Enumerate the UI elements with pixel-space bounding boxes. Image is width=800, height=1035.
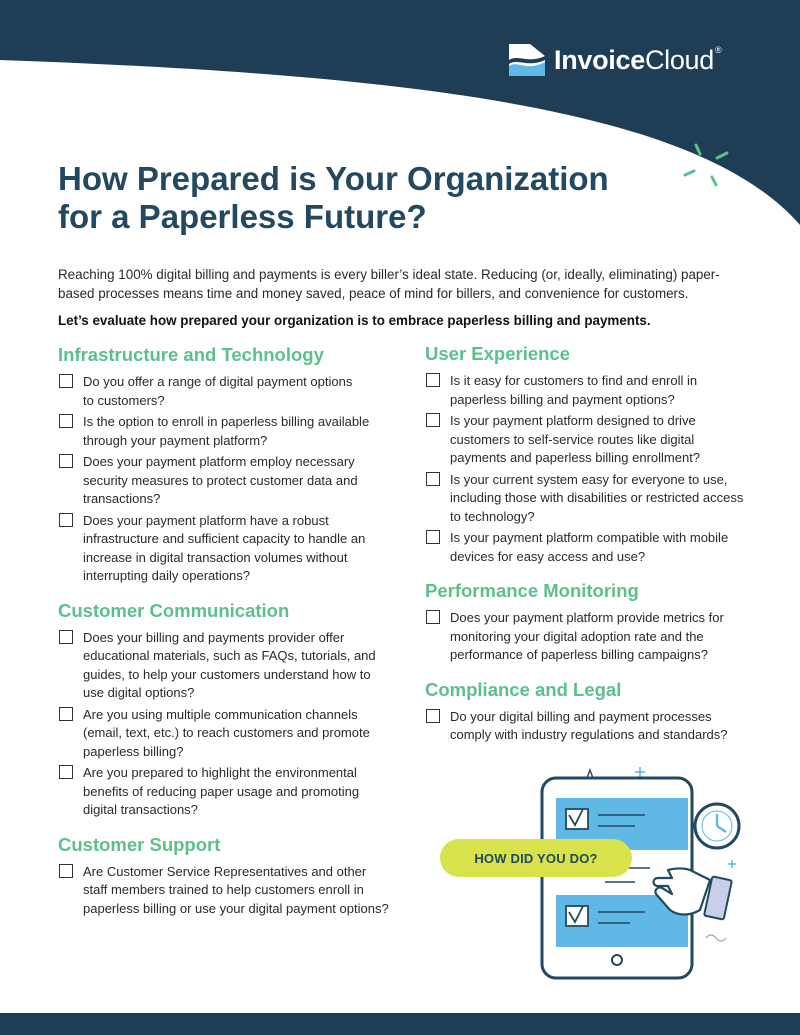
checkbox-icon[interactable] [426,413,440,427]
registered-mark: ® [714,44,722,55]
checklist-item [58,453,408,509]
checkbox-icon[interactable] [426,530,440,544]
checklist-item [58,373,408,410]
brand-name-bold: Invoice [554,44,645,75]
clock-icon [695,804,739,848]
sparkle-accent-icon [680,140,740,190]
checklist-item [58,629,408,703]
question-text: Is the option to enroll in paperless billing available through your payment platform? [83,414,370,448]
question-text: Does your billing and payments provider offer educational materials, such as FAQs, tutorials, and guides, to help your customers understand how to use digital options? [83,629,376,700]
lead-paragraph: Let’s evaluate how prepared your organization is to embrace paperless billing and payments. [58,313,651,328]
question-text: Do your digital billing and payment processes comply with industry regulations and standards? [450,708,728,742]
question-text: Does your payment platform employ necessary security measures to protect customer data and transactions? [83,454,358,506]
checklist-item [425,412,775,468]
how-did-you-do-badge [440,839,632,877]
checkbox-icon[interactable] [59,513,73,527]
cta-label: HOW DID YOU DO? [474,850,598,866]
checkbox-icon[interactable] [426,709,440,723]
question-text: Does your payment platform have a robust infrastructure and sufficient capacity to handle an increase in digital transaction volumes without interrupting daily operations? [83,512,366,583]
question-text: Is your current system easy for everyone to use, including those with disabilities or restricted access to technology? [450,471,744,524]
section-customer-support [58,834,408,919]
question-text: Does your payment platform provide metrics for monitoring your digital adoption rate and the performance of paperless billing campaigns? [450,610,724,662]
checkbox-icon[interactable] [59,707,73,721]
checkbox-icon[interactable] [59,630,73,644]
section-title: Infrastructure and Technology [58,344,324,365]
checklist-item [425,708,775,745]
invoicecloud-logo-icon [508,42,546,78]
brand-logo [508,42,721,78]
brand-name [554,45,721,76]
title-line-2: for a Paperless Future? [58,198,427,235]
section-title: Customer Support [58,833,221,855]
checklist-item [425,372,775,409]
title-line-1: How Prepared is Your Organization [58,160,609,197]
right-column [425,343,775,748]
question-text: Do you offer a range of digital payment options to customers? [83,374,353,408]
question-text: Are you prepared to highlight the environmental benefits of reducing paper usage and promoting digital transactions? [83,765,360,817]
checklist-item [58,764,408,820]
checkbox-icon[interactable] [426,373,440,387]
checkbox-icon[interactable] [426,472,440,486]
question-text: Is your payment platform designed to drive customers to self-service routes like digital payments and paperless billing enrollment? [450,413,701,465]
checklist-item [58,413,408,450]
checkbox-icon[interactable] [59,454,73,468]
section-compliance-legal [425,679,775,745]
checkbox-icon[interactable] [59,864,73,878]
page-title [58,160,678,236]
left-column [58,344,408,921]
checkbox-icon[interactable] [59,374,73,388]
section-title: Compliance and Legal [425,678,622,700]
section-title: Performance Monitoring [425,580,639,601]
question-text: Are you using multiple communication channels (email, text, etc.) to reach customers and promote paperless billing? [83,706,370,759]
checklist-item [425,529,775,566]
checkbox-icon[interactable] [59,414,73,428]
checklist-item [58,863,408,919]
checklist-item [58,512,408,586]
section-customer-communication [58,600,408,820]
checklist-item [58,706,408,762]
section-infrastructure [58,344,408,586]
question-text: Is your payment platform compatible with mobile devices for easy access and use? [450,530,729,564]
checklist-item [425,471,775,527]
checkbox-icon[interactable] [426,610,440,624]
footer-bar [0,1013,800,1035]
section-performance-monitoring [425,580,775,665]
intro-paragraph: Reaching 100% digital billing and payments is every biller’s ideal state. Reducing (or, ideally, eliminating) paper-based processes means time and money saved, peace of mind for billers, and convenience for customers. [58,267,720,301]
section-user-experience [425,343,775,566]
checkbox-icon[interactable] [59,765,73,779]
checklist-item [425,609,775,665]
brand-name-light: Cloud [644,44,714,75]
section-title: Customer Communication [58,599,290,621]
question-text: Is it easy for customers to find and enroll in paperless billing and payment options? [450,373,698,407]
question-text: Are Customer Service Representatives and other staff members trained to help customers enroll in paperless billing or use your digital payment options? [83,863,389,916]
section-title: User Experience [425,343,571,364]
